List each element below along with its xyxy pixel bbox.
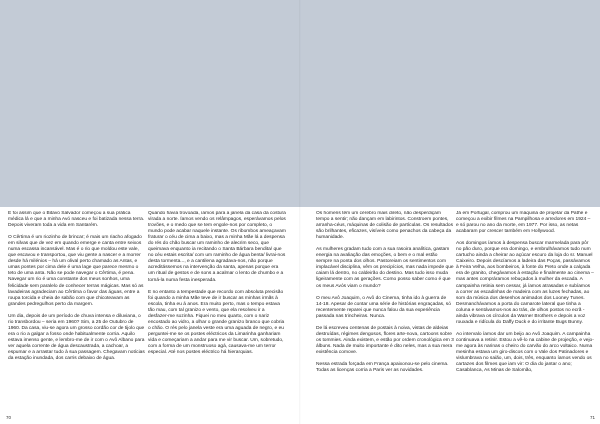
paragraph: E no entanto a tempestade que recordo com absoluta precisão foi quando a minha Mãe teve de ir buscar as minhas irmãs à escola, tinha eu á anos. Era muito perto, mas o tempo estava tão mau, com tal granizo e vento, que ela resolveu ir a desfazer-me sozinha. Fiquei no meu quarto, com o nariz encostado ao vidro, a olhar o grande granizo branco que cobria o chão. O rés pelo janela veste era uma aguada de negro, e eu perguntei-me se os postes eléctricos da Limarinha ganhariam vida e começariam a andar para me vir buscar. Um, sobretudo, com a forma de um monstruoso agá, causava-me um terror especial. Até nos postes eléctrico há hierarquias. [148,289,285,356]
page-gutter [299,0,301,424]
paragraph: Já em Portugal, comprou um máquina de projetar da Pathé e começou a exibir filmes na Pampilhosa e arredores em 1924 – e só parou no ano da morte, em 1977. Por isso, as netas acabaram por crescer também em Hollywood. [456,211,591,235]
paragraph: De lá escreveu centenas de postais à noiva, vistas de aldeias destruídas, régimes dengosos, flores arte-nova, cartoons sobre os tommies. Ainda existem, e estão por ordem cronológica em 3 álbuns. Nada de muito importante é dito neles, mas a sua mera existência comove. [316,325,454,355]
paragraph: Os homens têm um cérebro mais direto, não desperdiçam tempo a sentir; não dançam em labirintos. Constroem pontes, arranha-céus, máquinas de colisão de partículas. Os resultados são brilhantes, eficazes, visíveis como penachos da cabeça da humanidade. [316,211,454,241]
text-column-2 [148,211,286,419]
paragraph: E foi assim que o Bitavó Salvador começou a sua prática médica lá e que a minha Avó nasceu e foi batizada nessa terra. Depois viveram toda a vida em Santarém. [8,211,145,229]
text-column-1 [8,211,146,419]
paragraph: Nessa estrada forçada em França apaixonou-se pelo cinema. Todas as licenças corria a Paris ver as novidades. [316,361,449,374]
text-column-3 [316,211,454,419]
paragraph: Ao intervalo íamos dar um beijo ao Avô Joaquim. A campainha continuava a retinir. Estou a vê-lo na cabine de projeção, e vejo-me agora às narinas o cheiro do carvão do arco voltaico. Numa mesinha estava um giro-discos com o Vale dos Patinadores e vislumbrava no saião, um, dois, três, enquanto íamos vendo os cartazes dos filmes que iam vir: O dia do jantar o ano; Casablanca, As Minas de Salomão, [456,331,594,374]
page-number-left: 70 [6,415,12,420]
paragraph: As mulheres gradam tudo com a sua rasoira analítica, gastam energia na avaliação das emoções, o bem e o mal estão sempre na ponta dos olhos. Pastoreiam os sentimentos com implacável disciplina, vêm os precipícios, mas nada impede que caiam lá dentro, no caldeirão do destino. Mas tudo isso muda ligeiramente com as gerações. Como posso saber como é que os meus Avós viam o mundo? [316,247,454,289]
paragraph: Quando havia trovoada, íamos para a janela da casa da costura virada a norte. Íamos vendo os relâmpagos, esperávamos pelos trovões, e o medo que se tem engole-nos por completo, o mundo pode acabar naquele instante. Os ribombos ameaçavam fraturar o céu de cima a baixo, mas a minha Mãe lá a despensa do rés do chão buscar um raminho de alecrim seco, que queimava enquanto ia recitando o Santa Bárbara bendita/ que no céu estais escrita/ com um raminho de água benta/ livrai-nos desta tormenta..., e a cantilena agradava-nos, não porque acreditássemos na intervenção da santa, apenas porque era um ritual de gestos e de sons a acalmar o lento de chumbo e a torná-la numa festa inesperada. [148,211,286,283]
text-column-4 [456,211,594,419]
paragraph: Um dia, depois de um período de chuva intensa e diluviana, o rio transbordou – seria em 1960? Sim, a 25 de Outubro de 1960. Da casa, viu-se agora um grosso cordão cor de tijolo que era o rio a galgar a fosso onde habitualmente corria. Aquilo estava imenso gente, e lembro-me de ir com o Avô Albano para ver aquela corrente de água descaustrada, a cachoar, a espumar e a arrastar tudo à sua passagem. Chegavam notícias da estação inundada, dos carris debaixo de água. [8,313,145,362]
page-number-right: 71 [589,415,595,420]
paragraph: O meu Avô Joaquim, o Avô do Cinema, tinha ido à guerra de 14-18. Apesar de contar uma série de histórias engraçadas, só recentemente reparei que nunca falou da sua experiência passada nas trincheiras. Nunca. [316,295,451,319]
paragraph: O Cêrtima é um riozinho de brincar; é mais um riacho afogado em silvas que de vez em quando emerge e canta entre seixos numa escassa incansável. Mas é o rio que moldou este vale, que escavou e transportou, que viu gente a nascer e a morrer desde há milénios – há um olival perto chamado as Antas, e umas pontes por cima dele é uma lage que parece mesmo o teto de uma anta. Não se pode navegar o Cêrtima, é pena. Navegar um rio é uma constante dos meus sonhos, uma felicidade sem paralelo de conhecer terras mágicas. Mas só as lavadeiras agradeciam ao Cêrtima o favor das águas, entre a roupa torcida e cheia de sabão com que chicoteavam as grandes pedregulhos perto da margem. [8,235,144,307]
paragraph: Aos domingos íamos à despensa buscar marmelada para pôr no pão duro, porque era domingo, e embrulhávamos tudo num cartucho ainda a cheirar ao açúcar escuro da loja do sr. Manuel Caixeiro. Depois descíamos a ladeira das Poças, passávamos à Feira Velha, aos bombeiros, à fonte do Preto onde a calçada era de granito, chegávamos à estação e finalmente ao cinema – mas antes compráramos rebuçados à mulher da escada. A campainha retinia sem cessar, já íamos atrasadas e subíamos a correr as escadinhas de madeira com as luzes fechadas, ao som da música dos desenhos animados dos Looney Tunes. Desmanchávamos a porta do camarote lateral que tinha a coluna e sentávamos-nos ao trás, de olhos postos no ecrã - ainda vibrava os círculos da Warner Brothers e depois a voz rouxada e ridícula do Daffy Duck e do irritante Bugs Bunny. [456,241,594,325]
